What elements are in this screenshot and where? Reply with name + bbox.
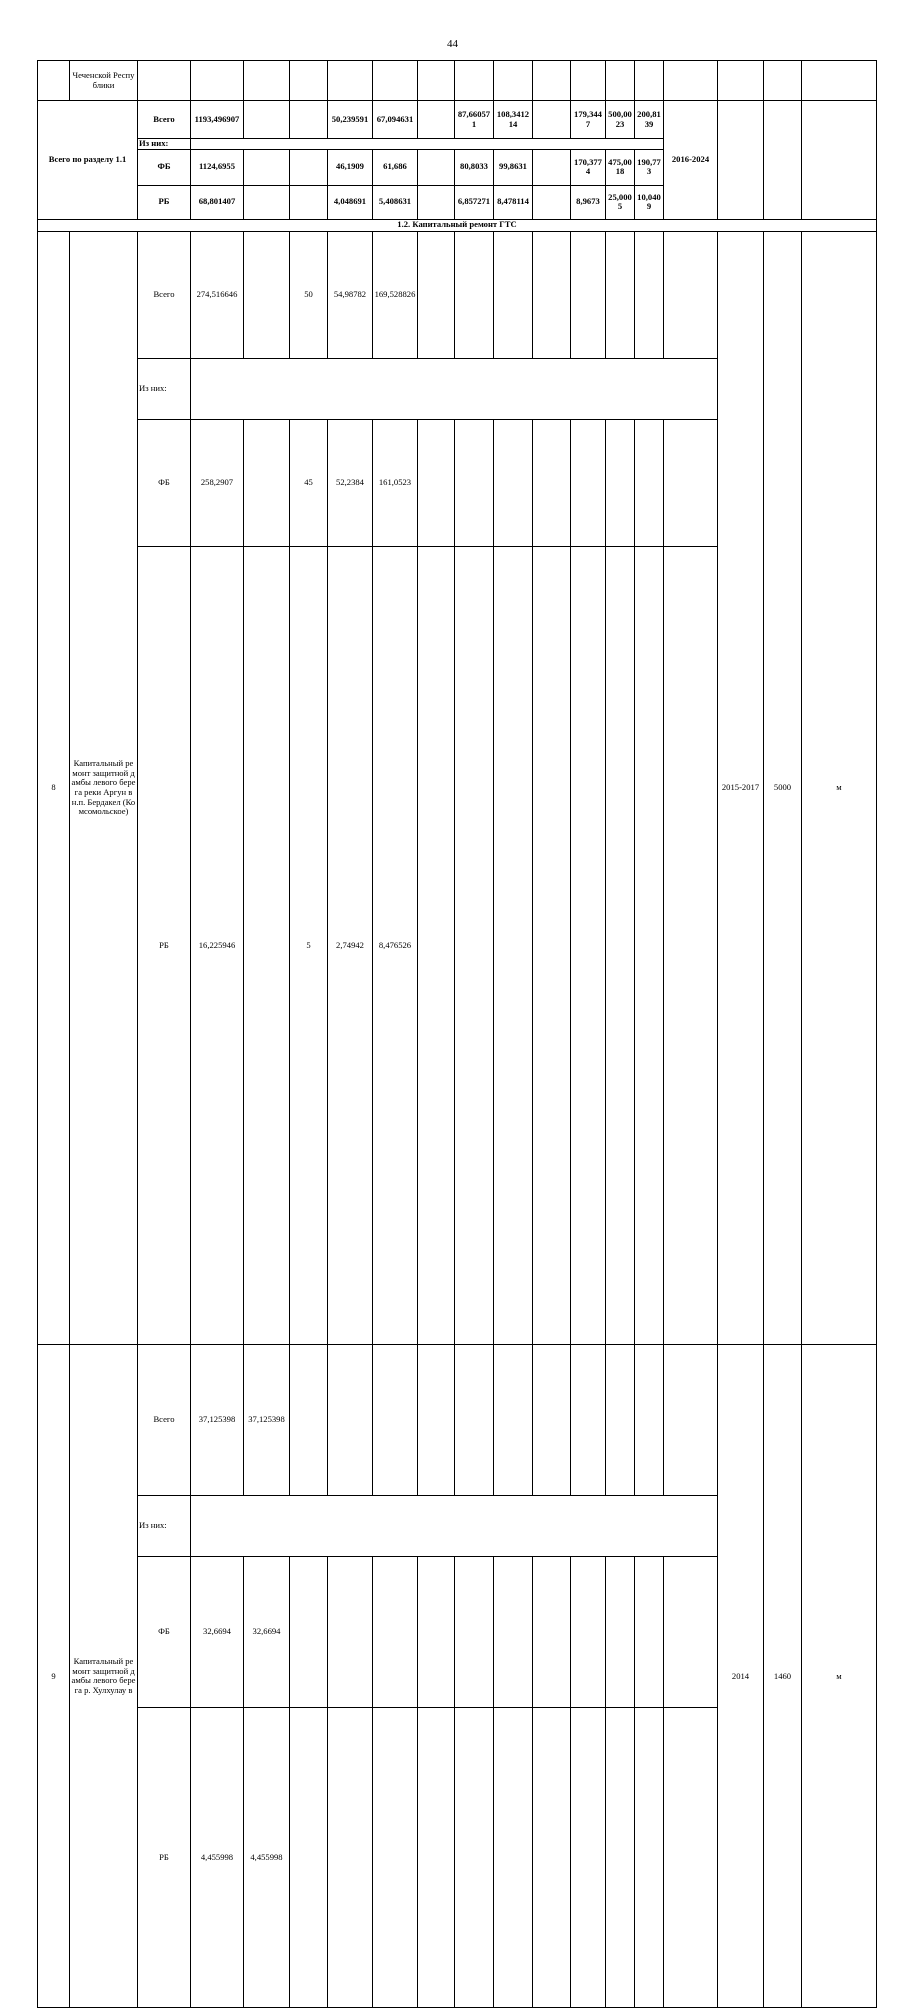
table-row: ФБ 1124,6955 46,1909 61,686 80,8033 99,8631 170,3774 475,0018 190,773 bbox=[38, 149, 877, 185]
row-name: Чеченской Республики bbox=[70, 61, 138, 101]
table-row: РБ 68,801407 4,048691 5,408631 6,857271 8,478114 8,9673 25,0005 10,0409 bbox=[38, 185, 877, 219]
table-row bbox=[38, 61, 877, 101]
item-name: Капитальный ремонт защитной дамбы левого берега р. Хулхулау в bbox=[70, 1345, 138, 2008]
table-row: Из них: bbox=[38, 358, 877, 419]
table-row: ФБ 258,2907 45 52,2384 161,0523 bbox=[38, 420, 877, 547]
section-title: 1.2. Капитальный ремонт ГТС bbox=[38, 219, 877, 231]
program-table bbox=[37, 60, 877, 2008]
table-row bbox=[38, 219, 877, 231]
table-row: РБ 4,455998 4,455998 bbox=[38, 1707, 877, 2008]
table-row: РБ 16,225946 5 2,74942 8,476526 bbox=[38, 547, 877, 1345]
table-row: 8 Капитальный ремонт защитной дамбы левого берега реки Аргун в н.п. Бердакел (Комсомольское) Всего 274,516646 50 54,98782 169,528826 2015-2017 5000 м bbox=[38, 231, 877, 358]
table-row: ФБ 32,6694 32,6694 bbox=[38, 1557, 877, 1707]
table-row: 9 Капитальный ремонт защитной дамбы левого берега р. Хулхулау в Всего 37,125398 37,125398 2014 1460 м bbox=[38, 1345, 877, 1495]
table-row: Всего по разделу 1.1 Всего 1193,496907 50,239591 67,094631 87,660571 108,341214 179,3447 500,0023 200,8139 2016-2024 bbox=[38, 101, 877, 139]
total-label: Всего по разделу 1.1 bbox=[38, 101, 138, 220]
table-row: Из них: bbox=[38, 1495, 877, 1556]
total-period: 2016-2024 bbox=[664, 101, 718, 220]
table-row: Из них: bbox=[38, 139, 877, 150]
item-name: Капитальный ремонт защитной дамбы левого берега реки Аргун в н.п. Бердакел (Комсомольское) bbox=[70, 231, 138, 1345]
page-number: 44 bbox=[447, 38, 458, 50]
